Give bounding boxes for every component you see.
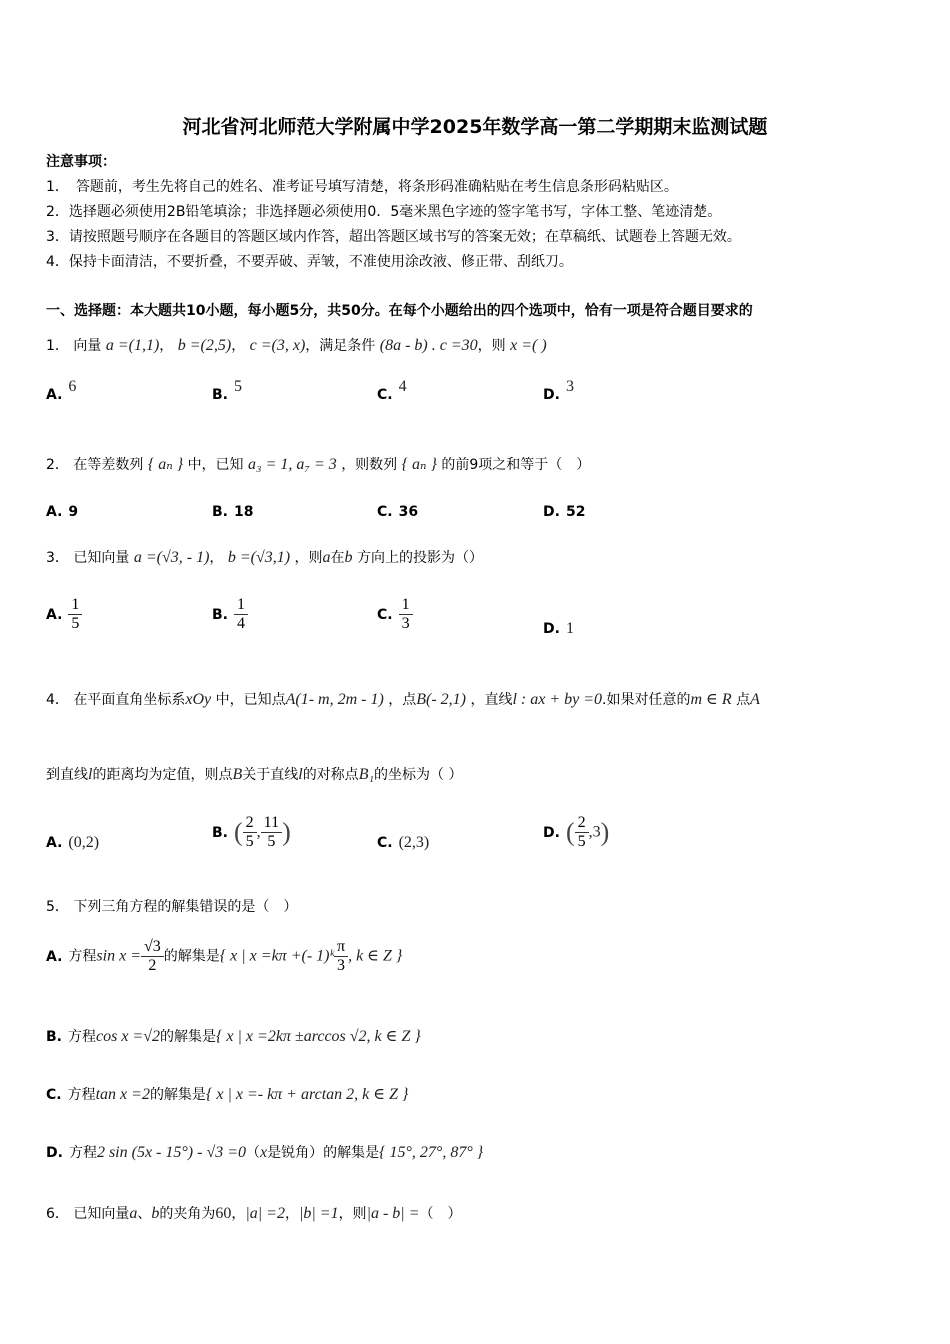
q4-system: xOy xyxy=(185,691,212,708)
option-value: 52 xyxy=(565,504,586,520)
q5-option-d[interactable] xyxy=(46,1142,483,1162)
option-value: 36 xyxy=(398,504,419,520)
q3-comma: ， xyxy=(209,550,224,566)
q2-text: 中，已知 xyxy=(187,457,244,473)
q4-text: 的距离均为定值，则点 xyxy=(92,767,233,783)
option-text: （ xyxy=(246,1145,261,1161)
question-4-stem xyxy=(46,690,760,710)
denominator: 3 xyxy=(337,957,346,974)
denominator: 4 xyxy=(237,615,245,632)
paren-open: ( xyxy=(565,817,575,847)
option-value: (2,3) xyxy=(398,834,430,851)
q4-m: m ∈ R xyxy=(690,691,732,708)
option-key: D. xyxy=(46,1145,63,1161)
option-comma: , xyxy=(256,823,261,841)
question-4-stem-line-2 xyxy=(46,765,462,785)
question-number: 5． xyxy=(46,899,69,915)
option-key: D. xyxy=(543,387,560,403)
option-text: 方程 xyxy=(67,1087,96,1103)
option-value: 5 xyxy=(234,378,242,395)
question-number: 6． xyxy=(46,1206,69,1222)
option-key: C. xyxy=(46,1087,62,1103)
q4-l: l xyxy=(88,766,93,783)
option-key: A. xyxy=(46,504,63,520)
page-title: 河北省河北师范大学附属中学2025年数学高一第二学期期末监测试题 xyxy=(182,116,768,138)
q3-vector-a: a =(√3, - 1) xyxy=(133,549,210,566)
q6-vector-b: b xyxy=(151,1205,160,1222)
option-key: B. xyxy=(212,504,228,520)
option-fraction xyxy=(575,814,589,851)
q2-text: 在等差数列 xyxy=(73,457,144,473)
q4-point-b: B(- 2,1) xyxy=(416,691,467,708)
q3-text: ，则 xyxy=(294,550,323,566)
q1-text: ，满足条件 xyxy=(305,338,376,354)
q4-b: B xyxy=(232,766,243,783)
q4-text: .如果对任意的 xyxy=(602,692,691,708)
option-equation: 2 sin (5x - 15°) - √3 =0 xyxy=(96,1144,247,1161)
q4-a: A xyxy=(750,691,760,708)
q4-text: 到直线 xyxy=(46,767,88,783)
option-key: A. xyxy=(46,606,63,623)
numerator: 1 xyxy=(234,596,248,615)
denominator: 2 xyxy=(148,957,157,974)
q4-text: ，点 xyxy=(388,692,417,708)
option-value: 9 xyxy=(68,504,79,520)
q6-ask: |a - b| = xyxy=(366,1205,420,1222)
option-solution-set: { 15°, 27°, 87° } xyxy=(379,1144,484,1161)
q1-vector-c: c =(3, x) xyxy=(249,337,306,354)
paren-open: ( xyxy=(234,817,243,847)
q1-option-d[interactable] xyxy=(543,378,574,404)
q3-text: 已知向量 xyxy=(73,550,130,566)
option-key: B. xyxy=(212,606,228,623)
question-6-stem xyxy=(46,1204,461,1224)
q4-text: 的坐标为（ ） xyxy=(374,767,463,783)
option-value: 3 xyxy=(565,378,574,395)
q4-text: ，直线 xyxy=(470,692,513,708)
q2-condition: a₃ = 1, a₇ = 3 xyxy=(248,456,337,473)
option-solution-set: { x | x =- kπ + arctan 2, k ∈ Z } xyxy=(205,1086,409,1103)
option-fraction xyxy=(141,938,164,975)
question-2-stem xyxy=(46,455,590,475)
q2-text: 的前9项之和等于（ ） xyxy=(441,457,591,473)
q1-text: 向量 xyxy=(73,338,102,354)
option-text: 方程 xyxy=(68,1145,97,1161)
option-text: 方程 xyxy=(68,1029,96,1045)
option-key: D. xyxy=(543,824,560,841)
q2-text: ，则数列 xyxy=(341,457,398,473)
q4-option-b[interactable] xyxy=(212,814,291,851)
q2-option-b[interactable] xyxy=(212,504,253,520)
q4-option-a[interactable] xyxy=(46,834,99,852)
q6-text: ，则 xyxy=(338,1206,367,1222)
denominator: 5 xyxy=(245,833,254,850)
q6-vector-a: a xyxy=(129,1205,138,1222)
q3-option-a[interactable] xyxy=(46,596,82,633)
option-value: (0,2) xyxy=(68,834,100,851)
question-number: 4． xyxy=(46,692,69,708)
option-key: A. xyxy=(46,948,63,965)
q2-sequence: { aₙ } xyxy=(147,456,184,473)
q4-text: 的对称点 xyxy=(302,767,359,783)
numerator: 2 xyxy=(243,814,257,833)
q1-comma: ， xyxy=(159,338,174,354)
paren-close: ) xyxy=(600,817,610,847)
q1-option-b[interactable] xyxy=(212,378,242,404)
q1-comma: ， xyxy=(231,338,246,354)
option-key: C. xyxy=(377,835,393,851)
option-value: 1 xyxy=(565,620,574,637)
q4-option-d[interactable] xyxy=(543,814,609,851)
q3-vector-b: b =(√3,1) xyxy=(227,549,291,566)
q1-vector-b: b =(2,5) xyxy=(177,337,232,354)
question-number: 2． xyxy=(46,457,69,473)
q2-sequence: { aₙ } xyxy=(401,456,437,473)
q3-a: a xyxy=(322,549,331,566)
denominator: 3 xyxy=(401,615,410,632)
option-key: B. xyxy=(46,1029,62,1045)
q6-angle: 60 xyxy=(215,1205,232,1222)
question-number: 1． xyxy=(46,338,69,354)
q3-b: b xyxy=(344,549,353,566)
numerator: 1 xyxy=(68,596,82,615)
option-value: 6 xyxy=(68,378,77,395)
option-variable: x xyxy=(260,1144,268,1161)
option-key: D. xyxy=(543,621,560,637)
q1-text: ，则 xyxy=(477,338,506,354)
option-text: 的解集是 xyxy=(160,1029,217,1045)
q4-text: 点 xyxy=(736,692,751,708)
option-equation: sin x = xyxy=(96,947,141,965)
notice-item-4: 4．保持卡面清洁，不要折叠，不要弄破、弄皱，不准使用涂改液、修正带、刮纸刀。 xyxy=(46,254,573,270)
q3-text: 在 xyxy=(330,550,345,566)
option-fraction xyxy=(399,596,413,633)
numerator: 1 xyxy=(399,596,413,615)
option-key: A. xyxy=(46,387,63,403)
q3-option-b[interactable] xyxy=(212,596,248,633)
option-text: 的解集是 xyxy=(163,948,220,965)
option-text: 方程 xyxy=(68,948,97,965)
q3-option-d[interactable] xyxy=(543,620,574,638)
q6-comma: ， xyxy=(231,1206,246,1222)
q4-text: 关于直线 xyxy=(242,767,299,783)
q6-text: 的夹角为 xyxy=(159,1206,216,1222)
option-rest: ,3 xyxy=(588,823,601,841)
option-solution-set-end: , k ∈ Z } xyxy=(348,947,403,965)
q6-comma: ， xyxy=(284,1206,299,1222)
option-fraction xyxy=(234,596,248,633)
option-solution-set: { x | x =2kπ ±arccos √2, k ∈ Z } xyxy=(216,1028,421,1045)
q4-b1: B₁ xyxy=(358,766,375,783)
q5-option-a[interactable] xyxy=(46,938,402,975)
q1-condition: (8a - b) . c =30 xyxy=(379,337,478,354)
option-equation: cos x =√2 xyxy=(96,1028,161,1045)
option-text: 的解集是 xyxy=(149,1087,206,1103)
notice-item-2: 2．选择题必须使用2B铅笔填涂；非选择题必须使用0．5毫米黑色字迹的签字笔书写，字体工整、笔迹清楚。 xyxy=(46,204,722,220)
q1-option-c[interactable] xyxy=(377,378,407,404)
q5-option-b[interactable] xyxy=(46,1026,421,1046)
denominator: 5 xyxy=(267,833,276,850)
q6-norm-b: |b| =1 xyxy=(298,1205,339,1222)
q4-line: l : ax + by =0 xyxy=(512,691,603,708)
q1-vector-a: a =(1,1) xyxy=(105,337,160,354)
option-key: D. xyxy=(543,504,560,520)
q2-option-d[interactable] xyxy=(543,504,585,520)
option-value: 18 xyxy=(234,504,254,520)
q2-option-a[interactable] xyxy=(46,504,78,520)
q3-text: 方向上的投影为（） xyxy=(356,550,483,566)
section-heading: 一、选择题：本大题共10小题，每小题5分，共50分。在每个小题给出的四个选项中，恰有一项是符合题目要求的 xyxy=(46,303,753,319)
option-key: B. xyxy=(212,824,228,841)
notice-item-1: 1． 答题前，考生先将自己的姓名、准考证号填写清楚，将条形码准确粘贴在考生信息条形码粘贴区。 xyxy=(46,179,678,195)
option-fraction xyxy=(334,938,348,975)
option-key: C. xyxy=(377,387,393,403)
q6-text: （ ） xyxy=(419,1206,462,1222)
q1-option-a[interactable] xyxy=(46,378,77,404)
q1-ask: x =( ) xyxy=(510,337,547,354)
denominator: 5 xyxy=(71,615,80,632)
q6-norm-a: |a| =2 xyxy=(245,1205,285,1222)
numerator: 2 xyxy=(575,814,589,833)
option-value: 4 xyxy=(398,378,407,395)
q4-text: 在平面直角坐标系 xyxy=(73,692,186,708)
option-equation: tan x =2 xyxy=(95,1086,150,1103)
paren-close: ) xyxy=(282,817,291,847)
question-5-stem xyxy=(46,897,297,917)
q4-text: 中，已知点 xyxy=(215,692,286,708)
option-solution-set: { x | x =kπ +(- 1)ᵏ xyxy=(219,947,334,965)
q6-text: 、 xyxy=(137,1206,152,1222)
numerator: π xyxy=(334,938,348,957)
q4-l: l xyxy=(298,766,303,783)
q6-text: 已知向量 xyxy=(73,1206,130,1222)
numerator: √3 xyxy=(141,938,164,957)
option-fraction xyxy=(261,814,282,851)
notice-heading: 注意事项： xyxy=(46,154,116,170)
q5-text: 下列三角方程的解集错误的是（ ） xyxy=(73,899,298,915)
q3-option-c[interactable] xyxy=(377,596,413,633)
option-fraction xyxy=(243,814,257,851)
q2-option-c[interactable] xyxy=(377,504,418,520)
numerator: 11 xyxy=(261,814,282,833)
option-text: 是锐角）的解集是 xyxy=(267,1145,380,1161)
notice-item-3: 3．请按照题号顺序在各题目的答题区域内作答，超出答题区域书写的答案无效；在草稿纸、试题卷上答题无效。 xyxy=(46,229,741,245)
option-key: C. xyxy=(377,606,393,623)
question-3-stem xyxy=(46,548,483,568)
q5-option-c[interactable] xyxy=(46,1084,408,1104)
option-key: B. xyxy=(212,387,228,403)
option-key: C. xyxy=(377,504,393,520)
q4-point-a: A(1- m, 2m - 1) xyxy=(285,691,384,708)
q4-option-c[interactable] xyxy=(377,834,429,852)
denominator: 5 xyxy=(577,833,586,850)
question-1-stem xyxy=(46,336,547,356)
question-number: 3． xyxy=(46,550,69,566)
option-key: A. xyxy=(46,835,63,851)
option-fraction xyxy=(68,596,82,633)
